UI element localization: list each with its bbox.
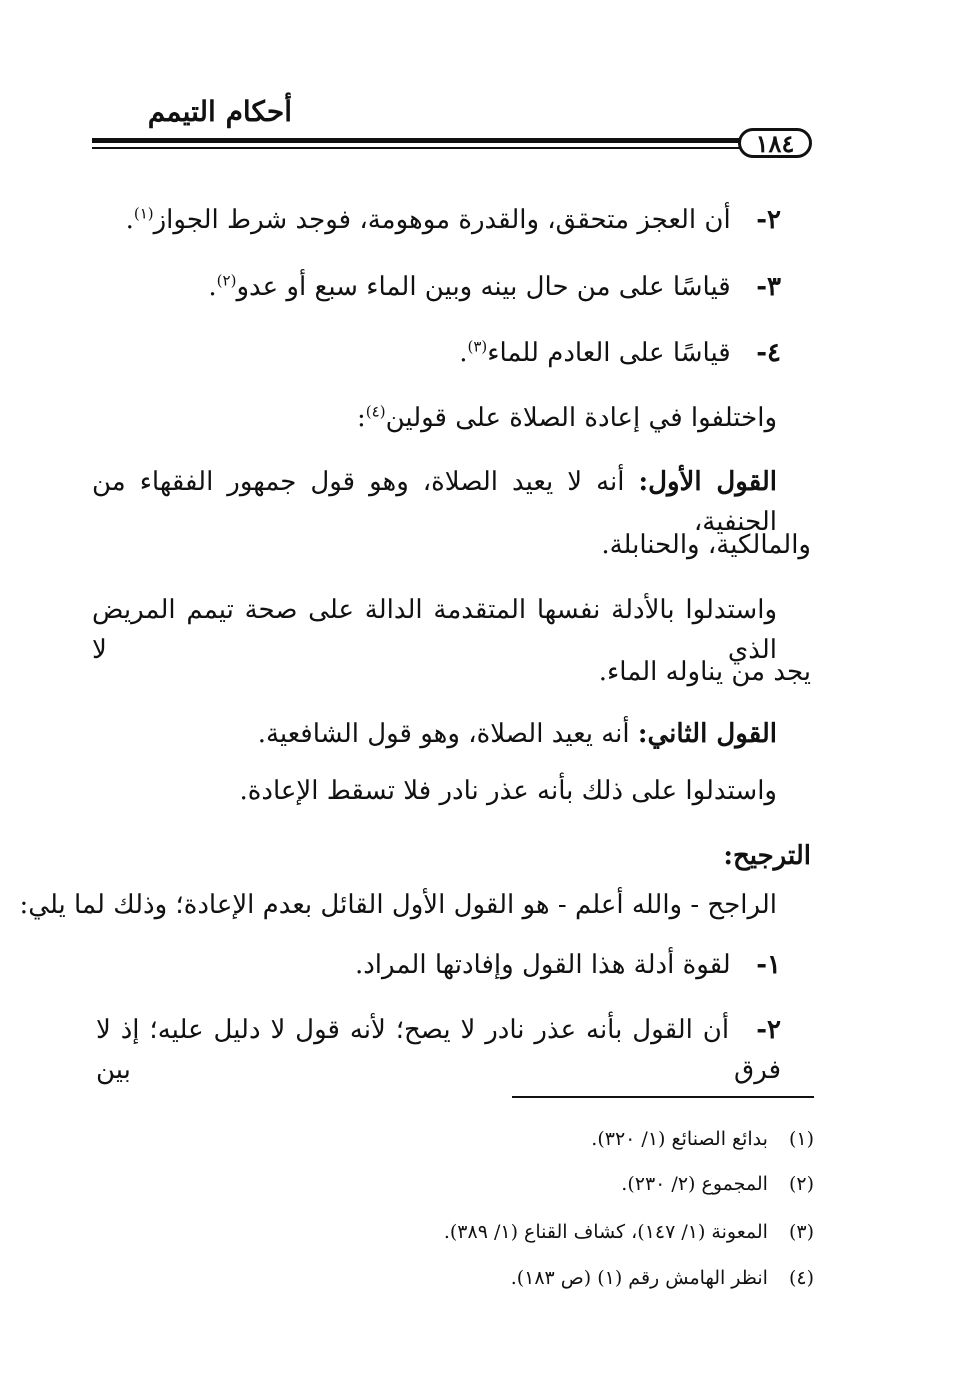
page-number-text: ١٨٤ xyxy=(755,129,795,158)
footnote-ref: (١) xyxy=(133,204,154,223)
footnote-text: بدائع الصنائع (١/ ٣٢٠). xyxy=(591,1128,768,1150)
opinion-one-label: القول الأول: xyxy=(638,467,777,497)
punctuation: . xyxy=(459,338,468,368)
tarjih-heading: الترجيح: xyxy=(723,841,811,871)
footnote-text: المعونة (١/ ١٤٧)، كشاف القناع (١/ ٣٨٩). xyxy=(443,1221,768,1243)
opinion-one-line-2: والمالكية، والحنابلة. xyxy=(601,530,811,560)
punctuation: . xyxy=(125,205,134,235)
punctuation: . xyxy=(208,272,217,302)
evidence-two: واستدلوا على ذلك بأنه عذر نادر فلا تسقط الإعادة. xyxy=(239,776,777,806)
footnote-2 xyxy=(621,1169,814,1199)
list-item-text: قياسًا على العادم للماء xyxy=(487,338,731,368)
list-item-text: أن العجز متحقق، والقدرة موهومة، فوجد شرط الجواز xyxy=(153,205,731,235)
opinion-two xyxy=(258,714,777,754)
footnote-4 xyxy=(511,1263,814,1293)
list-item-4 xyxy=(459,333,781,373)
footnote-3 xyxy=(444,1217,814,1247)
opinion-two-label: القول الثاني: xyxy=(637,719,777,749)
list-item-text: قياسًا على من حال بينه وبين الماء سبع أو عدو xyxy=(236,272,731,302)
list-item-2 xyxy=(126,200,781,240)
list-item-number: ٤- xyxy=(756,338,781,368)
punctuation: : xyxy=(357,403,366,433)
list-item-number: ٢- xyxy=(756,205,781,235)
disagreement-paragraph xyxy=(357,398,777,438)
page-number xyxy=(738,128,812,158)
footnote-number: (١) xyxy=(788,1128,814,1150)
evidence-one-line-2: يجد من يناوله الماء. xyxy=(598,657,811,687)
list-item-text: لقوة أدلة هذا القول وإفادتها المراد. xyxy=(354,950,731,980)
footnote-text: المجموع (٢/ ٢٣٠). xyxy=(621,1173,768,1195)
footnote-1 xyxy=(591,1124,814,1154)
list-item-number: ٣- xyxy=(756,272,781,302)
list-item-number: ٢- xyxy=(756,1015,781,1045)
running-header-title: أحكام التيمم xyxy=(147,95,292,128)
footnote-text: انظر الهامش رقم (١) (ص ١٨٣). xyxy=(510,1267,768,1289)
footnote-separator xyxy=(512,1096,814,1098)
footnote-ref: (٤) xyxy=(365,402,386,421)
tarjih-text: الراجح - والله أعلم - هو القول الأول القائل بعدم الإعادة؛ وذلك لما يلي: xyxy=(19,890,777,920)
footnote-ref: (٢) xyxy=(216,271,237,290)
header-rule-thin xyxy=(92,147,747,149)
reason-item-1 xyxy=(355,945,781,985)
list-item-text: أن القول بأنه عذر نادر لا يصح؛ لأنه قول لا دليل عليه؛ إذ لا فرق بين xyxy=(96,1015,781,1085)
header-rule-thick xyxy=(92,138,747,143)
list-item-3 xyxy=(208,267,781,307)
footnote-number: (٤) xyxy=(788,1267,814,1289)
footnote-number: (٢) xyxy=(788,1173,814,1195)
reason-item-2 xyxy=(96,1010,781,1090)
opinion-two-text: أنه يعيد الصلاة، وهو قول الشافعية. xyxy=(257,719,630,749)
footnote-ref: (٣) xyxy=(467,337,488,356)
paragraph-text: واختلفوا في إعادة الصلاة على قولين xyxy=(385,403,777,433)
list-item-number: ١- xyxy=(756,950,781,980)
opinion-one-text: أنه لا يعيد الصلاة، وهو قول جمهور الفقهاء من الحنفية، xyxy=(92,467,777,537)
evidence-one-line-1: واستدلوا بالأدلة نفسها المتقدمة الدالة على صحة تيمم المريض الذي لا xyxy=(92,595,777,665)
footnote-number: (٣) xyxy=(788,1221,814,1243)
